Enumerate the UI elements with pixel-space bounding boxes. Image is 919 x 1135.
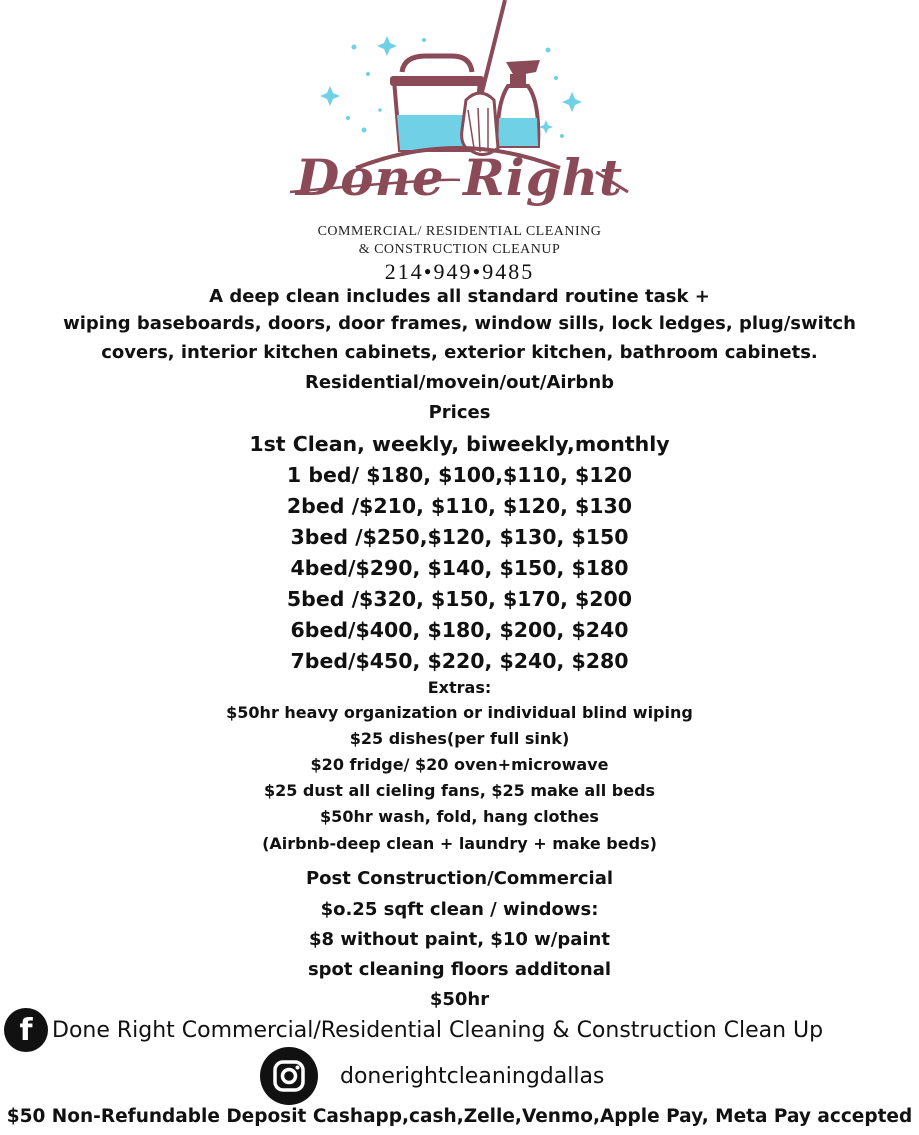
price-columns: 1st Clean, weekly, biweekly,monthly [249, 432, 670, 456]
deposit-note: $50 Non-Refundable Deposit Cashapp,cash,Zelle,Venmo,Apple Pay, Meta Pay accepted [6, 1106, 913, 1127]
facebook-link[interactable] [4, 1008, 823, 1052]
extras-item: $50hr wash, fold, hang clothes [320, 807, 599, 826]
spray-bottle-icon [498, 60, 540, 146]
commercial-heading: Post Construction/Commercial [305, 868, 614, 889]
intro-line: A deep clean includes all standard routine task + [209, 286, 710, 307]
price-row: 4bed/$290, $140, $150, $180 [290, 556, 629, 580]
intro-line: wiping baseboards, doors, door frames, window sills, lock ledges, plug/switch [63, 313, 856, 334]
instagram-link[interactable] [260, 1047, 604, 1105]
facebook-page-name: Done Right Commercial/Residential Cleaning & Construction Clean Up [52, 1017, 824, 1043]
instagram-handle: donerightcleaningdallas [340, 1063, 605, 1089]
extras-item: (Airbnb-deep clean + laundry + make beds) [262, 834, 657, 853]
extras-item: $25 dishes(per full sink) [349, 729, 570, 748]
instagram-icon [260, 1047, 318, 1105]
extras-item: $25 dust all cieling fans, $25 make all beds [263, 781, 656, 800]
extras-item: $20 fridge/ $20 oven+microwave [310, 755, 609, 774]
commercial-line: $50hr [429, 989, 490, 1010]
price-row: 6bed/$400, $180, $200, $240 [290, 618, 629, 642]
brand-name: Done Right [295, 148, 624, 207]
intro-line: covers, interior kitchen cabinets, exterior kitchen, bathroom cabinets. [101, 342, 818, 363]
commercial-line: spot cleaning floors additonal [307, 959, 612, 980]
price-row: 7bed/$450, $220, $240, $280 [290, 649, 629, 673]
commercial-line: $o.25 sqft clean / windows: [320, 899, 599, 920]
brand-tagline-2: & CONSTRUCTION CLEANUP [358, 242, 561, 257]
extras-item: $50hr heavy organization or individual blind wiping [226, 703, 693, 722]
price-row: 2bed /$210, $110, $120, $130 [286, 494, 633, 518]
brand-tagline-1: COMMERCIAL/ RESIDENTIAL CLEANING [317, 224, 602, 239]
phone-number: 214•949•9485 [384, 259, 535, 284]
price-row: 1 bed/ $180, $100,$110, $120 [286, 463, 633, 487]
commercial-line: $8 without paint, $10 w/paint [309, 929, 610, 950]
price-row: 5bed /$320, $150, $170, $200 [286, 587, 633, 611]
prices-heading: Prices [428, 402, 491, 423]
facebook-icon: f [4, 1008, 48, 1052]
extras-heading: Extras: [427, 678, 492, 697]
residential-heading: Residential/movein/out/Airbnb [304, 372, 615, 393]
price-row: 3bed /$250,$120, $130, $150 [290, 525, 629, 549]
